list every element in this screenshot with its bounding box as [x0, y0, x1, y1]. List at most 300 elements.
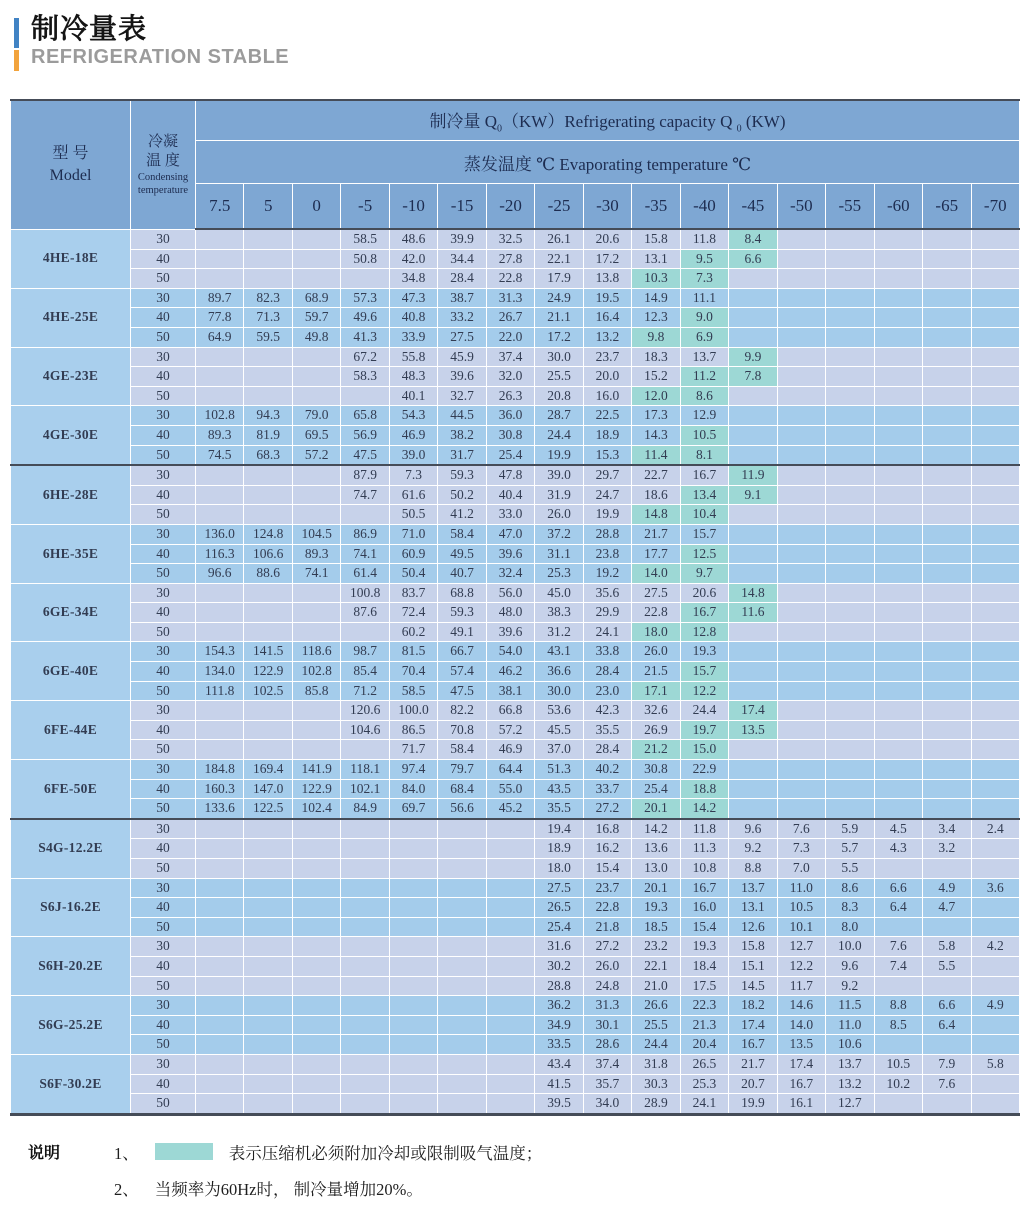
capacity-cell [729, 524, 777, 544]
capacity-cell [196, 996, 244, 1016]
table-row [11, 681, 1020, 701]
capacity-cell: 24.9 [535, 288, 583, 308]
capacity-cell [729, 760, 777, 780]
capacity-cell [486, 1054, 534, 1074]
condensing-temperature-header: 冷凝 温 度 Condensing temperature [131, 100, 196, 229]
capacity-cell: 68.4 [438, 779, 486, 799]
capacity-cell [389, 996, 437, 1016]
capacity-cell [923, 681, 971, 701]
capacity-cell: 46.2 [486, 662, 534, 682]
condensing-temp-cell: 40 [131, 249, 196, 269]
note-1 [114, 1140, 542, 1164]
capacity-cell [438, 898, 486, 918]
capacity-cell [196, 229, 244, 249]
capacity-cell: 15.1 [729, 956, 777, 976]
capacity-cell [729, 779, 777, 799]
capacity-cell: 7.8 [729, 367, 777, 387]
capacity-cell: 10.5 [680, 425, 728, 445]
capacity-cell: 136.0 [196, 524, 244, 544]
capacity-cell [244, 367, 292, 387]
capacity-cell [729, 327, 777, 347]
capacity-cell [777, 662, 825, 682]
capacity-cell [486, 859, 534, 879]
capacity-cell: 17.9 [535, 269, 583, 289]
capacity-cell: 49.8 [292, 327, 340, 347]
capacity-cell [874, 425, 922, 445]
capacity-cell [196, 1035, 244, 1055]
condensing-temp-cell: 30 [131, 996, 196, 1016]
capacity-cell: 38.7 [438, 288, 486, 308]
capacity-cell: 40.2 [583, 760, 631, 780]
capacity-cell: 13.7 [729, 878, 777, 898]
capacity-cell [826, 425, 874, 445]
capacity-cell: 85.4 [341, 662, 389, 682]
evap-temp-tick: -25 [535, 184, 583, 230]
capacity-cell: 17.4 [729, 701, 777, 721]
capacity-cell [971, 445, 1020, 465]
model-name-cell: 4GE-23E [11, 347, 131, 406]
table-row [11, 1074, 1020, 1094]
capacity-cell: 102.8 [292, 662, 340, 682]
condensing-temp-cell: 50 [131, 445, 196, 465]
capacity-cell: 67.2 [341, 347, 389, 367]
capacity-cell [341, 740, 389, 760]
capacity-cell [923, 445, 971, 465]
capacity-cell [923, 701, 971, 721]
capacity-cell [826, 288, 874, 308]
page-header [14, 14, 1024, 71]
table-row [11, 406, 1020, 426]
capacity-cell [196, 583, 244, 603]
capacity-cell: 74.1 [292, 564, 340, 584]
capacity-cell: 118.1 [341, 760, 389, 780]
capacity-cell [292, 1035, 340, 1055]
capacity-cell: 50.2 [438, 485, 486, 505]
table-row [11, 662, 1020, 682]
capacity-cell: 35.7 [583, 1074, 631, 1094]
capacity-cell [971, 249, 1020, 269]
capacity-cell: 45.2 [486, 799, 534, 819]
capacity-cell: 39.6 [486, 544, 534, 564]
capacity-cell [244, 898, 292, 918]
capacity-cell [389, 937, 437, 957]
capacity-cell: 61.6 [389, 485, 437, 505]
capacity-cell [971, 898, 1020, 918]
capacity-cell: 21.0 [632, 976, 680, 996]
capacity-cell [196, 603, 244, 623]
capacity-cell: 13.7 [826, 1054, 874, 1074]
capacity-cell [874, 859, 922, 879]
capacity-cell: 94.3 [244, 406, 292, 426]
capacity-cell [874, 347, 922, 367]
capacity-cell [292, 505, 340, 525]
capacity-cell [486, 1015, 534, 1035]
capacity-cell: 9.6 [826, 956, 874, 976]
capacity-cell [292, 465, 340, 485]
condensing-temp-cell: 30 [131, 583, 196, 603]
table-row [11, 347, 1020, 367]
condensing-temp-cell: 30 [131, 642, 196, 662]
capacity-cell: 38.1 [486, 681, 534, 701]
condensing-temp-cell: 40 [131, 367, 196, 387]
capacity-cell: 26.3 [486, 386, 534, 406]
capacity-cell: 8.4 [729, 229, 777, 249]
capacity-cell: 19.5 [583, 288, 631, 308]
capacity-cell: 13.0 [632, 859, 680, 879]
capacity-cell [341, 1015, 389, 1035]
capacity-cell: 17.7 [632, 544, 680, 564]
capacity-cell: 116.3 [196, 544, 244, 564]
capacity-cell: 26.0 [583, 956, 631, 976]
capacity-cell: 18.3 [632, 347, 680, 367]
capacity-cell: 12.5 [680, 544, 728, 564]
capacity-cell: 88.6 [244, 564, 292, 584]
capacity-cell: 57.2 [486, 720, 534, 740]
capacity-cell [729, 445, 777, 465]
capacity-cell: 42.0 [389, 249, 437, 269]
capacity-cell [777, 288, 825, 308]
capacity-cell: 12.6 [729, 917, 777, 937]
capacity-cell [486, 1094, 534, 1115]
capacity-cell [244, 347, 292, 367]
capacity-cell: 27.8 [486, 249, 534, 269]
table-row [11, 740, 1020, 760]
capacity-cell [196, 701, 244, 721]
capacity-cell [971, 544, 1020, 564]
capacity-cell: 57.4 [438, 662, 486, 682]
capacity-cell [244, 583, 292, 603]
table-row [11, 564, 1020, 584]
capacity-cell: 22.8 [583, 898, 631, 918]
capacity-cell [486, 898, 534, 918]
capacity-cell: 35.5 [583, 720, 631, 740]
capacity-cell [292, 996, 340, 1016]
capacity-cell [826, 720, 874, 740]
capacity-cell: 15.0 [680, 740, 728, 760]
capacity-cell [196, 917, 244, 937]
capacity-cell: 20.8 [535, 386, 583, 406]
capacity-cell [874, 465, 922, 485]
capacity-cell [729, 505, 777, 525]
capacity-cell [438, 996, 486, 1016]
model-name-cell: 4HE-18E [11, 229, 131, 288]
capacity-cell [777, 425, 825, 445]
capacity-cell: 17.2 [583, 249, 631, 269]
capacity-cell: 50.5 [389, 505, 437, 525]
capacity-cell [874, 1035, 922, 1055]
capacity-cell [196, 859, 244, 879]
capacity-cell: 30.0 [535, 347, 583, 367]
capacity-cell: 35.6 [583, 583, 631, 603]
capacity-cell: 54.3 [389, 406, 437, 426]
capacity-cell: 14.5 [729, 976, 777, 996]
condensing-temp-cell: 50 [131, 681, 196, 701]
capacity-cell: 15.8 [729, 937, 777, 957]
capacity-cell [438, 1094, 486, 1115]
capacity-cell [244, 839, 292, 859]
capacity-cell [874, 622, 922, 642]
table-row [11, 1094, 1020, 1115]
model-header-en: Model [49, 166, 92, 184]
capacity-cell [971, 347, 1020, 367]
table-row [11, 308, 1020, 328]
capacity-cell: 18.8 [680, 779, 728, 799]
capacity-cell: 14.0 [632, 564, 680, 584]
capacity-cell: 16.0 [583, 386, 631, 406]
capacity-cell [874, 564, 922, 584]
evap-temp-tick: -10 [389, 184, 437, 230]
capacity-cell: 6.6 [874, 878, 922, 898]
capacity-cell: 9.5 [680, 249, 728, 269]
table-row [11, 288, 1020, 308]
capacity-cell [196, 839, 244, 859]
capacity-cell: 14.2 [632, 819, 680, 839]
model-header-cn: 型 号 [52, 144, 89, 162]
capacity-cell: 11.7 [777, 976, 825, 996]
capacity-cell: 13.2 [583, 327, 631, 347]
evap-temp-tick: -55 [826, 184, 874, 230]
capacity-cell [777, 269, 825, 289]
capacity-cell: 41.5 [535, 1074, 583, 1094]
capacity-cell [923, 288, 971, 308]
capacity-cell: 5.8 [971, 1054, 1020, 1074]
table-row [11, 1015, 1020, 1035]
capacity-cell: 43.5 [535, 779, 583, 799]
table-row [11, 720, 1020, 740]
condensing-temp-cell: 30 [131, 406, 196, 426]
capacity-cell [196, 819, 244, 839]
capacity-cell: 74.5 [196, 445, 244, 465]
capacity-cell [923, 642, 971, 662]
capacity-cell: 106.6 [244, 544, 292, 564]
capacity-cell: 45.9 [438, 347, 486, 367]
table-row [11, 956, 1020, 976]
condensing-temp-cell: 30 [131, 701, 196, 721]
capacity-cell: 89.3 [292, 544, 340, 564]
table-row [11, 524, 1020, 544]
capacity-cell [292, 701, 340, 721]
capacity-cell [196, 1094, 244, 1115]
capacity-cell [971, 642, 1020, 662]
capacity-cell [971, 425, 1020, 445]
capacity-cell [923, 720, 971, 740]
capacity-cell [389, 956, 437, 976]
capacity-cell: 47.0 [486, 524, 534, 544]
capacity-cell: 43.4 [535, 1054, 583, 1074]
condensing-temp-cell: 30 [131, 819, 196, 839]
capacity-cell [777, 740, 825, 760]
capacity-cell [826, 347, 874, 367]
capacity-cell: 160.3 [196, 779, 244, 799]
capacity-cell: 33.2 [438, 308, 486, 328]
capacity-cell: 18.9 [535, 839, 583, 859]
capacity-cell: 71.2 [341, 681, 389, 701]
capacity-cell: 97.4 [389, 760, 437, 780]
table-row [11, 819, 1020, 839]
capacity-cell [971, 1035, 1020, 1055]
capacity-cell: 5.8 [923, 937, 971, 957]
capacity-cell: 33.9 [389, 327, 437, 347]
capacity-cell [244, 386, 292, 406]
capacity-cell [971, 583, 1020, 603]
capacity-cell: 13.2 [826, 1074, 874, 1094]
capacity-cell: 122.9 [244, 662, 292, 682]
capacity-cell [874, 524, 922, 544]
capacity-cell: 31.1 [535, 544, 583, 564]
capacity-cell [438, 937, 486, 957]
capacity-cell [389, 1054, 437, 1074]
condensing-temp-cell: 40 [131, 1074, 196, 1094]
capacity-cell [196, 956, 244, 976]
capacity-cell: 58.5 [389, 681, 437, 701]
capacity-cell [923, 269, 971, 289]
capacity-cell [196, 505, 244, 525]
capacity-cell: 18.9 [583, 425, 631, 445]
capacity-cell [777, 367, 825, 387]
capacity-cell [826, 524, 874, 544]
capacity-cell [729, 386, 777, 406]
capacity-cell: 84.0 [389, 779, 437, 799]
capacity-cell: 7.6 [777, 819, 825, 839]
capacity-cell: 9.9 [729, 347, 777, 367]
capacity-cell [971, 681, 1020, 701]
condensing-temp-cell: 50 [131, 564, 196, 584]
capacity-cell [486, 878, 534, 898]
capacity-cell [341, 622, 389, 642]
capacity-cell: 31.2 [535, 622, 583, 642]
capacity-cell: 8.1 [680, 445, 728, 465]
capacity-cell: 48.0 [486, 603, 534, 623]
capacity-cell: 9.0 [680, 308, 728, 328]
capacity-cell [341, 269, 389, 289]
capacity-cell: 18.0 [535, 859, 583, 879]
capacity-cell: 72.4 [389, 603, 437, 623]
capacity-cell [244, 859, 292, 879]
capacity-cell: 3.6 [971, 878, 1020, 898]
capacity-cell: 28.8 [535, 976, 583, 996]
capacity-cell: 82.3 [244, 288, 292, 308]
evap-temp-tick: -30 [583, 184, 631, 230]
capacity-cell: 17.2 [535, 327, 583, 347]
capacity-cell: 56.9 [341, 425, 389, 445]
capacity-cell: 11.1 [680, 288, 728, 308]
capacity-cell: 21.5 [632, 662, 680, 682]
capacity-cell [923, 564, 971, 584]
capacity-cell: 27.5 [632, 583, 680, 603]
capacity-cell [777, 406, 825, 426]
capacity-cell: 27.2 [583, 799, 631, 819]
condensing-temp-cell: 30 [131, 347, 196, 367]
capacity-cell: 33.8 [583, 642, 631, 662]
capacity-cell: 41.3 [341, 327, 389, 347]
capacity-cell: 5.7 [826, 839, 874, 859]
capacity-cell: 5.5 [826, 859, 874, 879]
capacity-cell [341, 976, 389, 996]
capacity-cell [292, 859, 340, 879]
capacity-cell [244, 720, 292, 740]
capacity-cell [729, 799, 777, 819]
capacity-cell: 11.0 [777, 878, 825, 898]
capacity-cell [729, 288, 777, 308]
condensing-temp-cell: 40 [131, 956, 196, 976]
condensing-temp-cell: 30 [131, 524, 196, 544]
capacity-cell: 17.1 [632, 681, 680, 701]
capacity-cell: 20.6 [583, 229, 631, 249]
capacity-cell: 70.4 [389, 662, 437, 682]
capacity-cell [971, 760, 1020, 780]
capacity-cell [292, 878, 340, 898]
capacity-cell [389, 878, 437, 898]
capacity-cell [196, 485, 244, 505]
evap-temp-tick: -65 [923, 184, 971, 230]
capacity-cell [777, 465, 825, 485]
capacity-cell: 27.5 [535, 878, 583, 898]
capacity-cell: 49.6 [341, 308, 389, 328]
condensing-temp-cell: 50 [131, 269, 196, 289]
capacity-cell [777, 386, 825, 406]
table-row [11, 269, 1020, 289]
capacity-cell: 27.5 [438, 327, 486, 347]
capacity-cell [729, 406, 777, 426]
capacity-cell: 41.2 [438, 505, 486, 525]
capacity-cell: 50.4 [389, 564, 437, 584]
capacity-cell: 100.0 [389, 701, 437, 721]
capacity-cell [826, 308, 874, 328]
condensing-temp-cell: 50 [131, 917, 196, 937]
capacity-cell [971, 662, 1020, 682]
capacity-cell: 39.5 [535, 1094, 583, 1115]
capacity-cell [196, 1054, 244, 1074]
capacity-cell [292, 249, 340, 269]
capacity-cell: 51.3 [535, 760, 583, 780]
capacity-cell [874, 779, 922, 799]
evap-temp-tick: -70 [971, 184, 1020, 230]
table-row [11, 583, 1020, 603]
capacity-cell [292, 386, 340, 406]
model-name-cell: 6FE-50E [11, 760, 131, 819]
capacity-cell [971, 386, 1020, 406]
capacity-cell [292, 1015, 340, 1035]
table-row [11, 976, 1020, 996]
capacity-cell: 26.1 [535, 229, 583, 249]
condensing-temp-cell: 50 [131, 859, 196, 879]
capacity-cell [341, 386, 389, 406]
capacity-cell [826, 544, 874, 564]
capacity-cell: 21.7 [632, 524, 680, 544]
capacity-cell: 14.9 [632, 288, 680, 308]
capacity-cell: 9.7 [680, 564, 728, 584]
condensing-temp-cell: 50 [131, 799, 196, 819]
capacity-cell [244, 249, 292, 269]
capacity-cell: 10.8 [680, 859, 728, 879]
capacity-cell [389, 917, 437, 937]
capacity-cell: 58.3 [341, 367, 389, 387]
capacity-cell: 69.7 [389, 799, 437, 819]
capacity-cell [389, 1035, 437, 1055]
evap-temp-tick: -45 [729, 184, 777, 230]
capacity-cell [874, 327, 922, 347]
condensing-temp-cell: 50 [131, 622, 196, 642]
capacity-cell: 24.4 [632, 1035, 680, 1055]
capacity-cell [292, 347, 340, 367]
capacity-cell: 77.8 [196, 308, 244, 328]
capacity-cell [777, 308, 825, 328]
capacity-cell [729, 681, 777, 701]
capacity-cell: 21.2 [632, 740, 680, 760]
capacity-cell: 30.2 [535, 956, 583, 976]
capacity-cell [438, 819, 486, 839]
capacity-cell: 184.8 [196, 760, 244, 780]
